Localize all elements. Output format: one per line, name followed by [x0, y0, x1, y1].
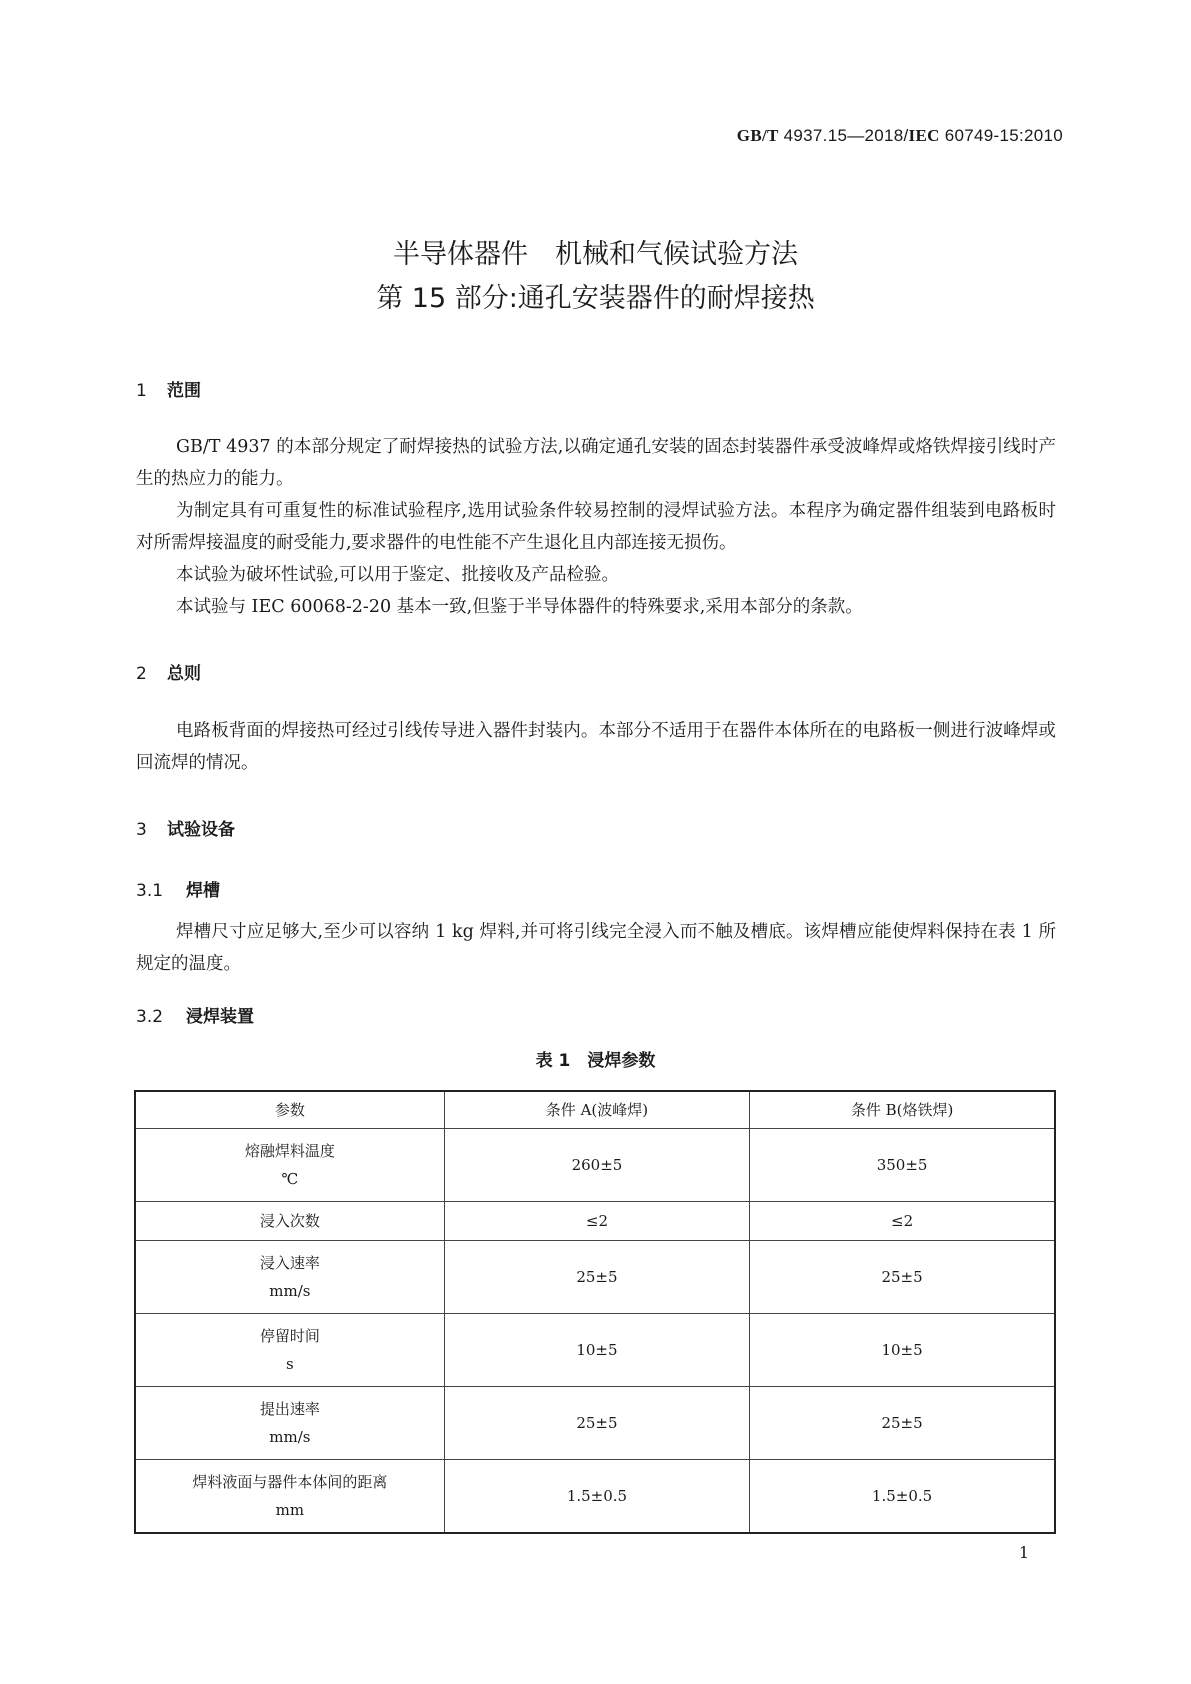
paragraph-scope-1: GB/T 4937 的本部分规定了耐焊接热的试验方法,以确定通孔安装的固态封装器件承受波峰焊或烙铁焊接引线时产生的热应力的能力。: [136, 437, 1056, 489]
section-number: 3: [136, 820, 147, 840]
param-name: 浸入速率: [259, 1254, 320, 1272]
header-parameter: 参数: [135, 1091, 444, 1129]
condition-b-value: 10±5: [750, 1314, 1055, 1387]
param-cell: [135, 1241, 444, 1314]
paragraph-scope-4: 本试验与 IEC 60068-2-20 基本一致,但鉴于半导体器件的特殊要求,采用本部分的条款。: [176, 597, 863, 617]
document-title-line1: 半导体器件 机械和气候试验方法: [393, 239, 798, 270]
condition-a-value: 25±5: [444, 1387, 749, 1460]
section-number: 1: [136, 381, 147, 401]
table-row: [135, 1387, 1055, 1460]
param-cell: [135, 1460, 444, 1534]
paragraph-solder-bath: 焊槽尺寸应足够大,至少可以容纳 1 kg 焊料,并可将引线完全浸入而不触及槽底。该焊槽应能使焊料保持在表 1 所规定的温度。: [136, 922, 1056, 974]
param-name: 焊料液面与器件本体间的距离: [192, 1473, 388, 1491]
condition-a-value: 1.5±0.5: [444, 1460, 749, 1534]
std-code-number: 4937.15—2018/: [778, 126, 909, 145]
std-code-iec-number: 60749-15:2010: [939, 126, 1063, 145]
param-unit: ℃: [281, 1170, 299, 1188]
section-2-heading: [136, 659, 201, 684]
paragraph-scope-3: 本试验为破坏性试验,可以用于鉴定、批接收及产品检验。: [176, 565, 620, 585]
param-cell: [135, 1314, 444, 1387]
condition-b-value: ≤2: [750, 1202, 1055, 1241]
standard-code: [737, 126, 1063, 146]
param-unit: mm/s: [269, 1282, 311, 1300]
condition-b-value: 350±5: [750, 1129, 1055, 1202]
param-name: 熔融焊料温度: [244, 1142, 335, 1160]
param-name: 提出速率: [259, 1400, 320, 1418]
section-title: 浸焊装置: [186, 1007, 254, 1027]
table-row: [135, 1202, 1055, 1241]
section-3-heading: [136, 815, 235, 840]
condition-b-value: 25±5: [750, 1241, 1055, 1314]
section-title: 焊槽: [186, 881, 220, 901]
table-row: [135, 1129, 1055, 1202]
condition-b-value: 25±5: [750, 1387, 1055, 1460]
condition-a-value: 10±5: [444, 1314, 749, 1387]
param-name: 浸入次数: [259, 1212, 320, 1230]
header-condition-b: 条件 B(烙铁焊): [750, 1091, 1055, 1129]
param-cell: [135, 1129, 444, 1202]
condition-a-value: 25±5: [444, 1241, 749, 1314]
section-3-1-heading: [136, 876, 220, 901]
param-unit: s: [286, 1355, 294, 1373]
section-3-2-heading: [136, 1002, 254, 1027]
table-row: [135, 1241, 1055, 1314]
section-title: 试验设备: [167, 820, 235, 840]
table-row: [135, 1460, 1055, 1534]
paragraph-scope-2: 为制定具有可重复性的标准试验程序,选用试验条件较易控制的浸焊试验方法。本程序为确定器件组装到电路板时对所需焊接温度的耐受能力,要求器件的电性能不产生退化且内部连接无损伤。: [136, 501, 1056, 553]
param-unit: mm/s: [269, 1428, 311, 1446]
dip-solder-parameters-table: [134, 1090, 1056, 1534]
section-number: 3.1: [136, 881, 164, 901]
table-row: [135, 1314, 1055, 1387]
param-name: 停留时间: [259, 1327, 320, 1345]
param-cell: [135, 1202, 444, 1241]
table-header-row: [135, 1091, 1055, 1129]
section-number: 2: [136, 664, 147, 684]
std-code-iec: IEC: [908, 126, 940, 145]
std-code-prefix: GB/T: [736, 126, 779, 145]
condition-a-value: 260±5: [444, 1129, 749, 1202]
header-condition-a: 条件 A(波峰焊): [444, 1091, 749, 1129]
table-caption: 表 1 浸焊参数: [535, 1051, 656, 1071]
section-title: 总则: [167, 664, 201, 684]
condition-b-value: 1.5±0.5: [750, 1460, 1055, 1534]
section-title: 范围: [167, 381, 201, 401]
page-number: 1: [1018, 1543, 1029, 1562]
param-cell: [135, 1387, 444, 1460]
condition-a-value: ≤2: [444, 1202, 749, 1241]
section-number: 3.2: [136, 1007, 164, 1027]
section-1-heading: [136, 376, 201, 401]
param-unit: mm: [275, 1501, 305, 1519]
document-title-line2: 第 15 部分:通孔安装器件的耐焊接热: [376, 283, 815, 314]
paragraph-general: 电路板背面的焊接热可经过引线传导进入器件封装内。本部分不适用于在器件本体所在的电路板一侧进行波峰焊或回流焊的情况。: [136, 721, 1056, 773]
